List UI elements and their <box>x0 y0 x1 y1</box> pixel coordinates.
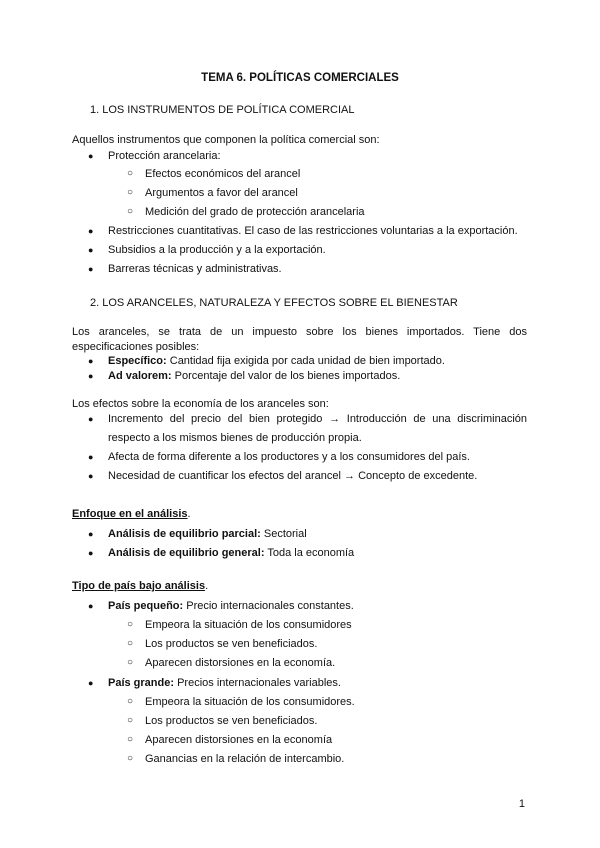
spec-text: Cantidad fija exigida por cada unidad de bien importado. <box>166 355 445 367</box>
list-item: ○ Empeora la situación de los consumidores <box>145 619 352 631</box>
list-item: ● Restricciones cuantitativas. El caso de las restricciones voluntarias a la exportación. <box>108 225 518 237</box>
page-number: 1 <box>518 798 525 810</box>
tipo-heading: Tipo de país bajo análisis. <box>72 580 209 592</box>
list-item: ● Protección arancelaria: <box>108 150 221 162</box>
list-item: ○ Aparecen distorsiones en la economía. <box>145 657 335 669</box>
list-item: ● País pequeño: Precio internacionales constantes. <box>108 600 354 612</box>
list-item <box>108 370 400 382</box>
list-item: ● Afecta de forma diferente a los productores y a los consumidores del país. <box>108 451 470 463</box>
list-item: ○ Efectos económicos del arancel <box>145 168 300 180</box>
list-item: ○ Empeora la situación de los consumidores. <box>145 696 355 708</box>
list-item: ○ Los productos se ven beneficiados. <box>145 638 317 650</box>
list-item: ○ Medición del grado de protección arancelaria <box>145 206 365 218</box>
section1-heading: 1. LOS INSTRUMENTOS DE POLÍTICA COMERCIAL <box>90 104 355 116</box>
list-item: ● Subsidios a la producción y a la exportación. <box>108 244 326 256</box>
list-item <box>108 355 445 367</box>
section2-intro: Los aranceles, se trata de un impuesto sobre los bienes importados. Tiene dos especificaciones posibles: <box>72 326 527 353</box>
list-item: ● Análisis de equilibrio general: Toda la economía <box>108 547 354 559</box>
list-item: ● Barreras técnicas y administrativas. <box>108 263 282 275</box>
list-item: ○ Aparecen distorsiones en la economía <box>145 734 332 746</box>
list-item: ● Necesidad de cuantificar los efectos del arancel → Concepto de excedente. <box>108 470 477 482</box>
list-item: ● Incremento del precio del bien protegido → Introducción de una discriminación <box>108 413 527 425</box>
list-item: ● Análisis de equilibrio parcial: Sectorial <box>108 528 307 540</box>
enfoque-heading: Enfoque en el análisis. <box>72 508 191 520</box>
spec-label: Ad valorem: <box>108 370 172 382</box>
spec-label: Específico: <box>108 355 167 367</box>
list-item-continuation: respecto a los mismos bienes de producción propia. <box>108 432 362 444</box>
list-item: ● País grande: Precios internacionales variables. <box>108 677 341 689</box>
effects-intro: Los efectos sobre la economía de los aranceles son: <box>72 398 329 410</box>
section2-heading: 2. LOS ARANCELES, NATURALEZA Y EFECTOS SOBRE EL BIENESTAR <box>90 297 458 309</box>
section1-intro: Aquellos instrumentos que componen la política comercial son: <box>72 134 380 146</box>
list-item: ○ Ganancias en la relación de intercambio. <box>145 753 344 765</box>
list-item: ○ Los productos se ven beneficiados. <box>145 715 317 727</box>
list-item: ○ Argumentos a favor del arancel <box>145 187 298 199</box>
spec-text: Porcentaje del valor de los bienes importados. <box>171 370 401 382</box>
page-title: TEMA 6. POLÍTICAS COMERCIALES <box>201 72 399 84</box>
